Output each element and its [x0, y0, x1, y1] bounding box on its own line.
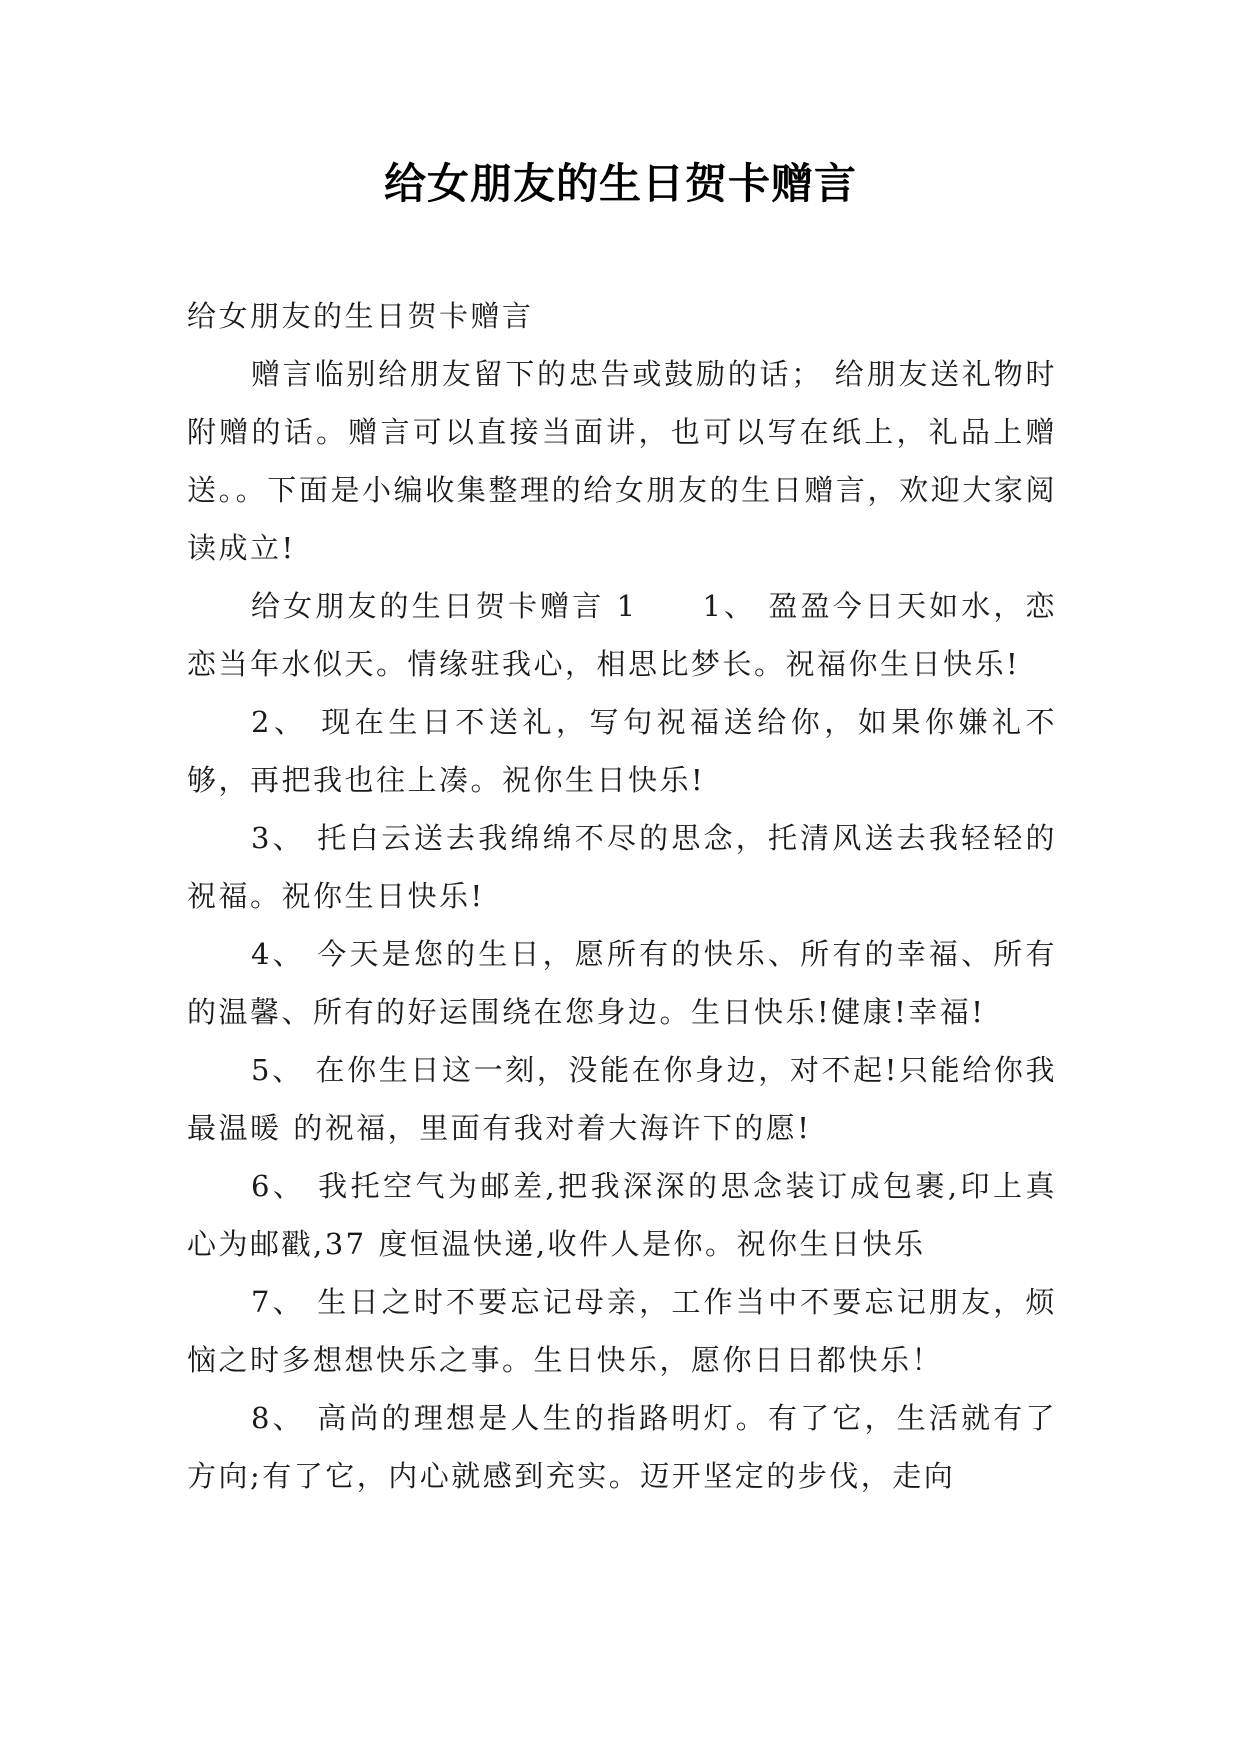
subtitle-line: 给女朋友的生日贺卡赠言	[187, 299, 534, 333]
document-body	[187, 287, 1057, 1505]
greeting-item-7: 7、 生日之时不要忘记母亲，工作当中不要忘记朋友，烦恼之时多想想快乐之事。生日快乐，愿你日日都快乐！	[187, 1285, 1057, 1377]
greeting-item-1: 给女朋友的生日贺卡赠言 1 1、 盈盈今日天如水，恋恋当年水似天。情缘驻我心，相思比梦长。祝福你生日快乐!	[187, 589, 1057, 681]
greeting-item-4: 4、 今天是您的生日，愿所有的快乐、所有的幸福、所有的温馨、所有的好运围绕在您身边。生日快乐!健康!幸福!	[187, 937, 1057, 1029]
document-title: 给女朋友的生日贺卡赠言	[383, 159, 857, 208]
greeting-item-8: 8、 高尚的理想是人生的指路明灯。有了它，生活就有了方向;有了它，内心就感到充实。迈开坚定的步伐，走向	[187, 1401, 1057, 1493]
greeting-item-3: 3、 托白云送去我绵绵不尽的思念，托清风送去我轻轻的祝福。祝你生日快乐!	[187, 821, 1057, 913]
intro-paragraph: 赠言临别给朋友留下的忠告或鼓励的话； 给朋友送礼物时附赠的话。赠言可以直接当面讲，也可以写在纸上，礼品上赠送。。下面是小编收集整理的给女朋友的生日赠言，欢迎大家阅读成立!	[187, 357, 1057, 565]
greeting-item-5: 5、 在你生日这一刻，没能在你身边，对不起!只能给你我最温暖 的祝福，里面有我对着大海许下的愿!	[187, 1053, 1057, 1145]
greeting-item-6: 6、 我托空气为邮差,把我深深的思念装订成包裹,印上真心为邮戳,37 度恒温快递,收件人是你。祝你生日快乐	[187, 1169, 1057, 1261]
greeting-item-2: 2、 现在生日不送礼，写句祝福送给你，如果你嫌礼不够，再把我也往上凑。祝你生日快乐!	[187, 705, 1057, 797]
